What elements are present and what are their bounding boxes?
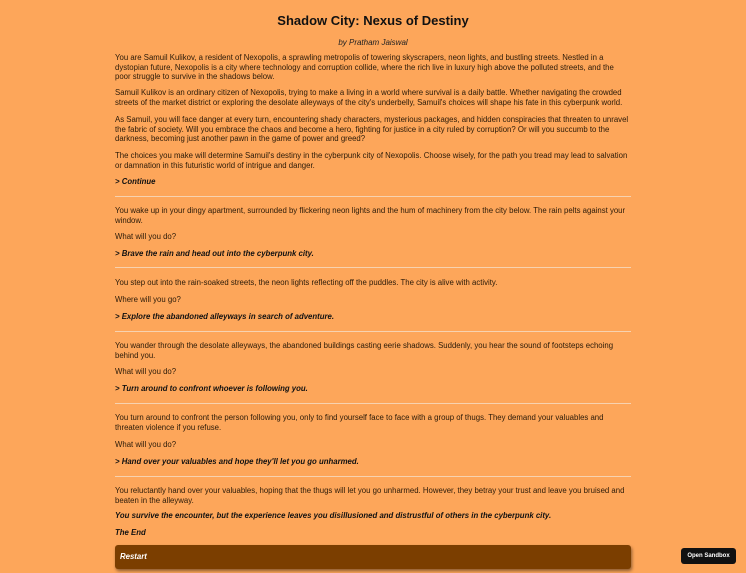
intro-paragraph-2: Samuil Kulikov is an ordinary citizen of Nexopolis, trying to make a living in a world where survival is a daily battle. Whether navigating the crowded streets of the market district or exploring the desolate alleyways of the city's underbelly, Samuil's choices will shape his fate in this cyberpunk world. xyxy=(115,88,623,107)
scene-3-question: What will you do? xyxy=(115,367,177,376)
ending-text: You reluctantly hand over your valuables, hoping that the thugs will let you go unharmed. However, they betray your trust and leave you bruised and beaten in the alleyway. xyxy=(115,486,625,505)
the-end-label: The End xyxy=(115,528,146,537)
scene-2-question: Where will you go? xyxy=(115,295,181,304)
divider xyxy=(115,331,631,332)
intro-paragraph-1: You are Samuil Kulikov, a resident of Nexopolis, a sprawling metropolis of towering skyscrapers, neon lights, and bustling streets. Nestled in a dystopian future, Nexopolis is a city where technology and corruption collide, where the rich live in luxury high above the polluted streets, and the poor struggle to survive in the shadows below. xyxy=(115,53,614,81)
scene-1-choice[interactable]: > Brave the rain and head out into the cyberpunk city. xyxy=(115,249,314,258)
story-container xyxy=(115,0,631,47)
restart-button[interactable]: Restart xyxy=(115,545,631,569)
scene-3-choice[interactable]: > Turn around to confront whoever is following you. xyxy=(115,384,308,393)
byline: by Pratham Jaiswal xyxy=(338,38,408,47)
scene-4-question: What will you do? xyxy=(115,440,177,449)
intro-paragraph-3: As Samuil, you will face danger at every turn, encountering shady characters, mysterious packages, and hidden conspiracies that threaten to unravel the fabric of society. Will you embrace the chaos and become a hero, fighting for justice in a city ruled by corruption? Or will you succumb to the darkness, becoming just another pawn in the game of power and greed? xyxy=(115,115,629,143)
scene-4-choice[interactable]: > Hand over your valuables and hope they'll let you go unharmed. xyxy=(115,457,359,466)
scene-2-choice[interactable]: > Explore the abandoned alleyways in search of adventure. xyxy=(115,312,335,321)
ending-outcome: You survive the encounter, but the experience leaves you disillusioned and distrustful of others in the cyberpunk city. xyxy=(115,511,552,520)
divider xyxy=(115,476,631,477)
divider xyxy=(115,403,631,404)
intro-paragraph-4: The choices you make will determine Samuil's destiny in the cyberpunk city of Nexopolis. Choose wisely, for the path you tread may lead to salvation or damnation in this futuristic world of intrigue and danger. xyxy=(115,151,628,170)
open-sandbox-button[interactable]: Open Sandbox xyxy=(681,548,736,564)
divider xyxy=(115,267,631,268)
continue-choice[interactable]: > Continue xyxy=(115,177,156,186)
scene-2-text: You step out into the rain-soaked streets, the neon lights reflecting off the puddles. The city is alive with activity. xyxy=(115,278,498,287)
scene-1-text: You wake up in your dingy apartment, surrounded by flickering neon lights and the hum of machinery from the city below. The rain pelts against your window. xyxy=(115,206,626,225)
scene-4-text: You turn around to confront the person following you, only to find yourself face to face with a group of thugs. They demand your valuables and threaten violence if you refuse. xyxy=(115,413,604,432)
divider xyxy=(115,196,631,197)
scene-1-question: What will you do? xyxy=(115,232,177,241)
page-title: Shadow City: Nexus of Destiny xyxy=(277,13,469,28)
scene-3-text: You wander through the desolate alleyways, the abandoned buildings casting eerie shadows. Suddenly, you hear the sound of footsteps echoing behind you. xyxy=(115,341,614,360)
